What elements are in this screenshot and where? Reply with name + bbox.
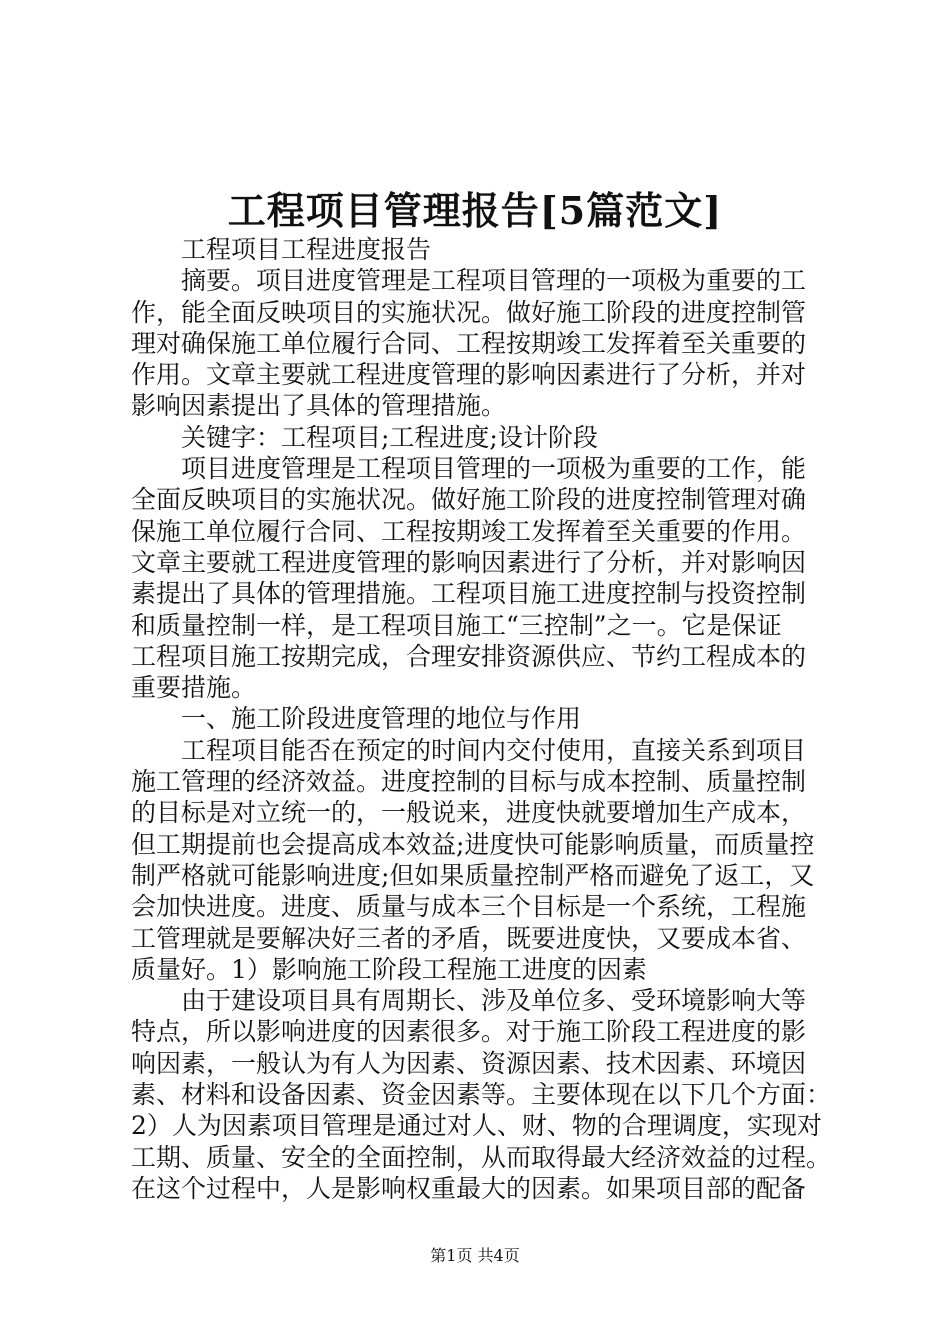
document-body: [131, 234, 831, 1204]
paragraph-line: 关键字：工程项目;工程进度;设计阶段: [131, 422, 598, 452]
paragraph-line: 的目标是对立统一的，一般说来，进度快就要增加生产成本，: [131, 798, 807, 828]
paragraph-line: 文章主要就工程进度管理的影响因素进行了分析，并对影响因: [131, 547, 807, 577]
paragraph-line: 和质量控制一样，是工程项目施工“三控制”之一。它是保证: [131, 610, 782, 640]
paragraph-line: 施工管理的经济效益。进度控制的目标与成本控制、质量控制: [131, 767, 807, 797]
paragraph-line: 工管理就是要解决好三者的矛盾，既要进度快，又要成本省、: [131, 923, 807, 953]
paragraph-line: 全面反映项目的实施状况。做好施工阶段的进度控制管理对确: [131, 485, 807, 515]
page-footer: 第1页 共4页: [430, 1246, 520, 1265]
paragraph-line: 素、材料和设备因素、资金因素等。主要体现在以下几个方面：: [131, 1080, 832, 1110]
paragraph-line: 由于建设项目具有周期长、涉及单位多、受环境影响大等: [131, 986, 807, 1016]
paragraph-line: 作用。文章主要就工程进度管理的影响因素进行了分析，并对: [131, 360, 807, 390]
paragraph-line: 在这个过程中，人是影响权重最大的因素。如果项目部的配备: [131, 1173, 807, 1203]
paragraph-line: 素提出了具体的管理措施。工程项目施工进度控制与投资控制: [131, 579, 807, 609]
paragraph-line: 作，能全面反映项目的实施状况。做好施工阶段的进度控制管: [131, 297, 807, 327]
paragraph-line: 理对确保施工单位履行合同、工程按期竣工发挥着至关重要的: [131, 328, 807, 358]
paragraph-line: 项目进度管理是工程项目管理的一项极为重要的工作，能: [131, 454, 807, 484]
paragraph-line: 但工期提前也会提高成本效益;进度快可能影响质量，而质量控: [131, 829, 815, 859]
paragraph-line: 响因素，一般认为有人为因素、资源因素、技术因素、环境因: [131, 1048, 807, 1078]
paragraph-line: 重要措施。: [131, 673, 257, 703]
paragraph-line: 摘要。项目进度管理是工程项目管理的一项极为重要的工: [131, 266, 807, 296]
paragraph-line: 特点，所以影响进度的因素很多。对于施工阶段工程进度的影: [131, 1017, 807, 1047]
paragraph-line: 2）人为因素项目管理是通过对人、财、物的合理调度，实现对: [131, 1111, 822, 1141]
paragraph-line: 制严格就可能影响进度;但如果质量控制严格而避免了返工，又: [131, 860, 815, 890]
document-title: 工程项目管理报告[5篇范文]: [227, 188, 723, 233]
paragraph-line: 一、施工阶段进度管理的地位与作用: [131, 704, 582, 734]
paragraph-line: 影响因素提出了具体的管理措施。: [131, 391, 507, 421]
paragraph-line: 工程项目能否在预定的时间内交付使用，直接关系到项目: [131, 735, 807, 765]
paragraph-line: 工程项目工程进度报告: [131, 235, 432, 264]
paragraph-line: 工程项目施工按期完成，合理安排资源供应、节约工程成本的: [131, 641, 807, 671]
paragraph-line: 会加快进度。进度、质量与成本三个目标是一个系统，工程施: [131, 892, 807, 922]
paragraph-line: 质量好。1）影响施工阶段工程施工进度的因素: [131, 954, 647, 984]
paragraph-line: 工期、质量、安全的全面控制，从而取得最大经济效益的过程。: [131, 1142, 832, 1172]
paragraph-line: 保施工单位履行合同、工程按期竣工发挥着至关重要的作用。: [131, 516, 807, 546]
